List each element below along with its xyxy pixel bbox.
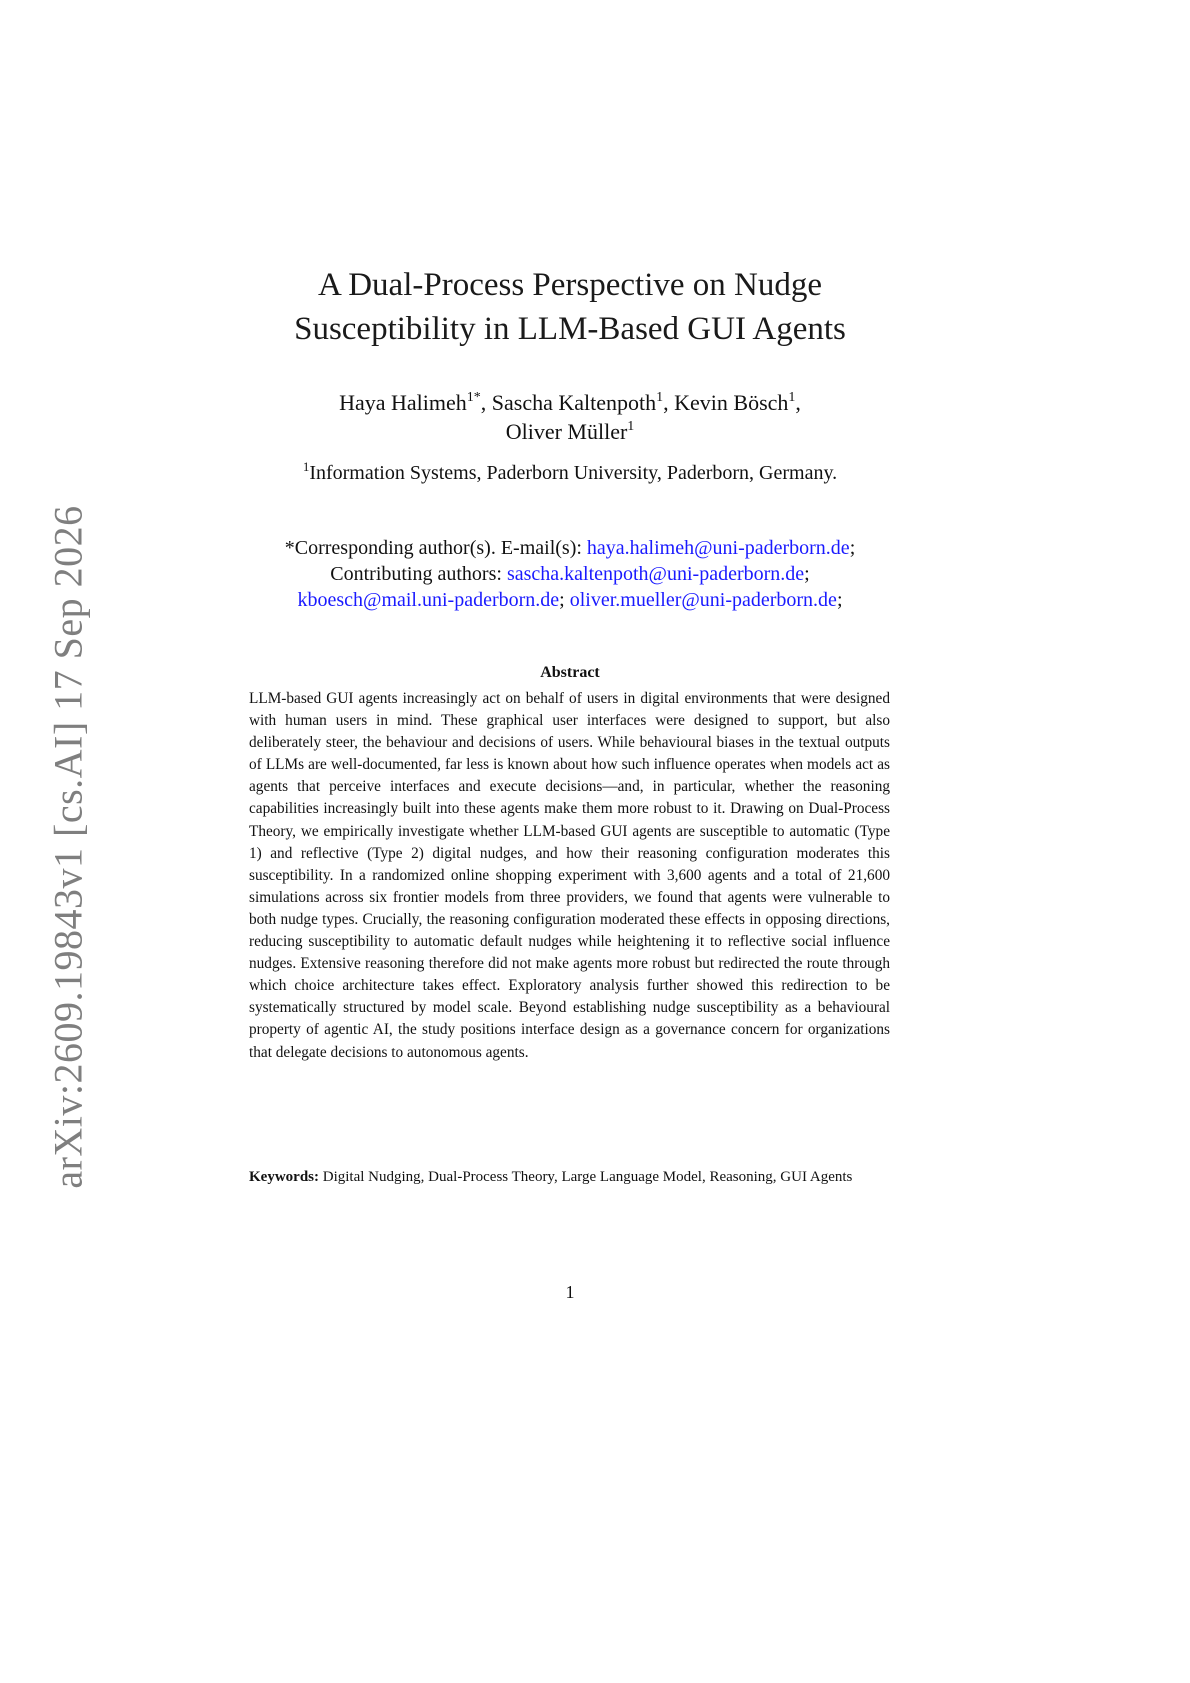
email-separator: ;	[836, 589, 843, 611]
contact-block	[200, 535, 940, 613]
contributing-email-link[interactable]: sascha.kaltenpoth@uni-paderborn.de	[506, 563, 805, 585]
email-separator: ;	[804, 563, 810, 585]
author-line-1	[200, 388, 940, 417]
page-number: 1	[565, 1282, 575, 1302]
author-name: Kevin Bösch	[674, 390, 789, 415]
title-line-2: Susceptibility in LLM-Based GUI Agents	[294, 311, 846, 347]
author-separator: ,	[663, 390, 675, 415]
author-separator: ,	[795, 390, 801, 415]
author-superscript: 1	[656, 390, 664, 405]
keywords-label: Keywords:	[249, 1169, 319, 1185]
title-line-1: A Dual-Process Perspective on Nudge	[317, 267, 823, 303]
abstract-text: LLM-based GUI agents increasingly act on behalf of users in digital environments that were designed with human users in mind. These graphical user interfaces were designed to support, but also deliberately steer, the behaviour and decisions of users. While behavioural biases in the textual outputs of LLMs are well-documented, far less is known about how such influence operates when models act as agents that perceive interfaces and execute decisions—and, in particular, whether the reasoning capabilities increasingly built into these agents make them more robust to it. Drawing on Dual-Process Theory, we empirically investigate whether LLM-based GUI agents are susceptible to automatic (Type 1) and reflective (Type 2) digital nudges, and how their reasoning configuration moderates this susceptibility. In a randomized online shopping experiment with 3,600 agents and a total of 21,600 simulations across six frontier models from three providers, we found that agents were vulnerable to both nudge types. Crucially, the reasoning configuration moderated these effects in opposing directions, reducing susceptibility to automatic default nudges while heightening it to reflective social influence nudges. Extensive reasoning therefore did not make agents more robust but redirected the route through which choice architecture takes effect. Exploratory analysis further showed this redirection to be systematically structured by model scale. Beyond establishing nudge susceptibility as a behavioural property of agentic AI, the study positions interface design as a governance concern for organizations that delegate decisions to autonomous agents.	[249, 690, 890, 1061]
author-list	[200, 388, 940, 446]
corresponding-author-line	[200, 535, 940, 561]
contributing-authors-label: Contributing authors:	[330, 563, 507, 585]
author-line-2	[200, 417, 940, 446]
arxiv-identifier-stamp: arXiv:2609.19843v1 [cs.AI] 17 Sep 2026	[45, 505, 91, 1189]
author-name: Oliver Müller	[505, 419, 628, 444]
author-superscript: 1	[627, 419, 635, 434]
keywords-text: Digital Nudging, Dual-Process Theory, Large Language Model, Reasoning, GUI Agents	[319, 1169, 853, 1185]
corresponding-email-link[interactable]: haya.halimeh@uni-paderborn.de	[586, 537, 850, 559]
author-superscript: 1*	[466, 390, 481, 405]
abstract-heading: Abstract	[540, 664, 600, 681]
contributing-authors-line-2	[200, 587, 940, 613]
email-separator: ;	[559, 589, 565, 611]
affiliation-text: Information Systems, Paderborn University, Paderborn, Germany.	[309, 462, 838, 484]
contributing-authors-line	[200, 561, 940, 587]
contributing-email-link[interactable]: oliver.mueller@uni-paderborn.de	[569, 589, 837, 611]
author-name: Sascha Kaltenpoth	[491, 390, 657, 415]
email-separator: ;	[849, 537, 856, 559]
author-superscript: 1	[788, 390, 796, 405]
author-separator: ,	[480, 390, 492, 415]
affiliation	[200, 460, 940, 486]
corresponding-author-label: *Corresponding author(s). E-mail(s):	[284, 537, 587, 559]
author-name: Haya Halimeh	[339, 390, 467, 415]
keywords-block	[249, 1167, 890, 1187]
paper-title	[200, 263, 940, 351]
contributing-email-link[interactable]: kboesch@mail.uni-paderborn.de	[297, 589, 560, 611]
affiliation-superscript: 1	[302, 459, 310, 474]
